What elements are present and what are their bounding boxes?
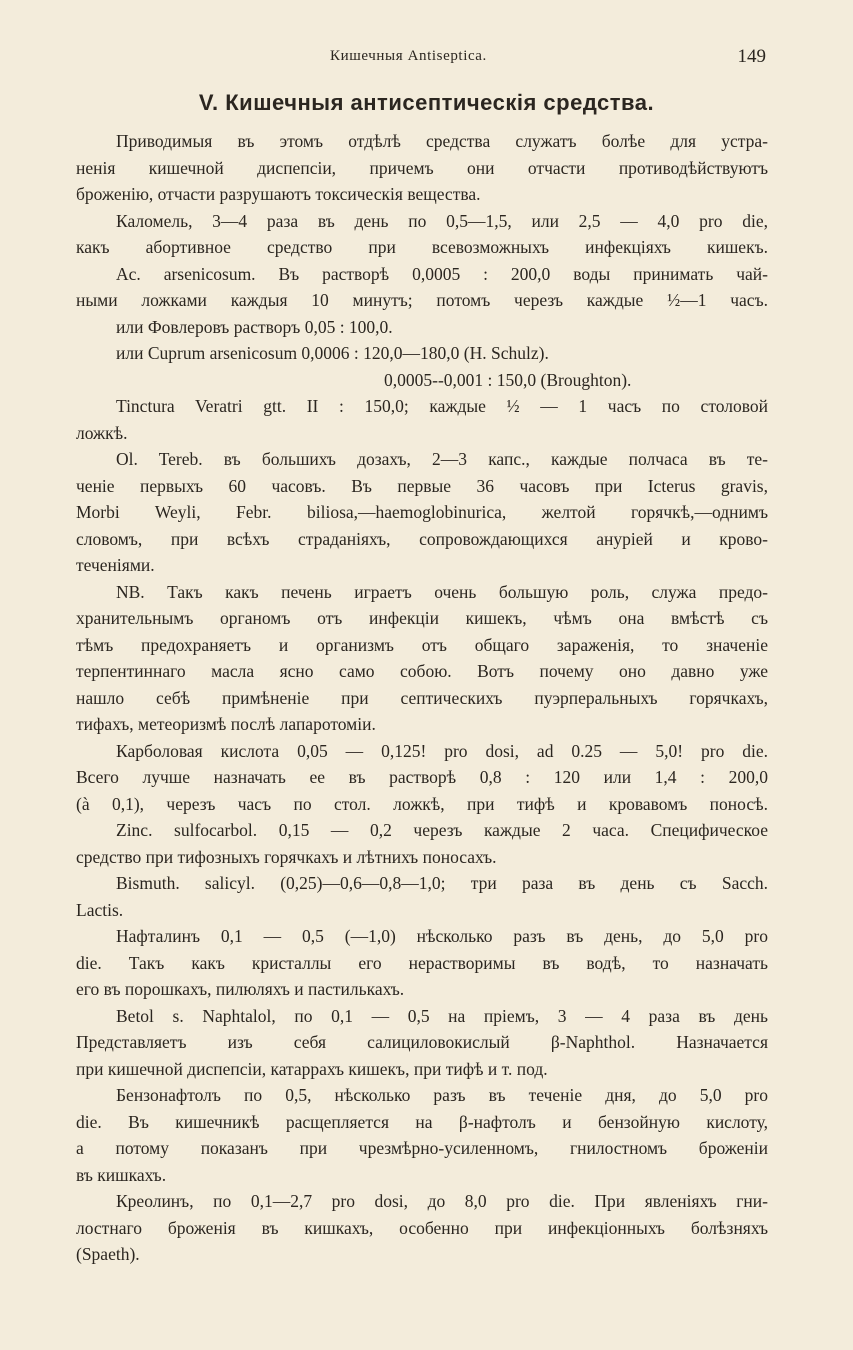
text-line: Каломель, 3—4 раза въ день по 0,5—1,5, или 2,5 — 4,0 pro die, bbox=[116, 210, 768, 231]
text-line: ненія кишечной диспепсіи, причемъ они отчасти противодѣйствуютъ bbox=[76, 157, 768, 178]
text-line: NB. Такъ какъ печень играетъ очень большую роль, служа предо- bbox=[116, 581, 768, 602]
text-line: словомъ, при всѣхъ страданіяхъ, сопровождающихся ануріей и крово- bbox=[76, 528, 768, 549]
text-line: ложкѣ. bbox=[76, 422, 128, 443]
text-line: броженію, отчасти разрушаютъ токсическія вещества. bbox=[76, 184, 481, 204]
text-line: тифахъ, метеоризмѣ послѣ лапаротоміи. bbox=[76, 714, 376, 734]
text-line: Betol s. Naphtalol, по 0,1 — 0,5 на пріемъ, 3 — 4 раза въ день bbox=[116, 1005, 768, 1026]
text-line: Ac. arsenicosum. Въ растворѣ 0,0005 : 200,0 воды принимать чай- bbox=[116, 263, 768, 284]
text-line: Карболовая кислота 0,05 — 0,125! pro dosi, ad 0.25 — 5,0! pro die. bbox=[116, 740, 768, 761]
text-line: при кишечной диспепсіи, катаррахъ кишекъ, при тифѣ и т. под. bbox=[76, 1058, 548, 1079]
text-line: ными ложками каждыя 10 минутъ; потомъ черезъ каждые ½—1 часъ. bbox=[76, 290, 768, 310]
text-line: какъ абортивное средство при всевозможныхъ инфекціяхъ кишекъ. bbox=[76, 237, 768, 257]
text-line: тѣмъ предохраняетъ и организмъ отъ общаго зараженія, то значеніе bbox=[76, 634, 768, 655]
text-line: Tinctura Veratri gtt. II : 150,0; каждые ½ — 1 часъ по столовой bbox=[116, 396, 768, 416]
text-line: Morbi Weyli, Febr. biliosa,—haemoglobinurica, желтой горячкѣ,—однимъ bbox=[76, 502, 768, 522]
page-header bbox=[330, 48, 770, 72]
text-line: или Cuprum arsenicosum 0,0006 : 120,0—180,0 (H. Schulz). bbox=[116, 343, 549, 363]
text-line: Креолинъ, по 0,1—2,7 pro dosi, до 8,0 pro die. При явленіяхъ гни- bbox=[116, 1191, 768, 1211]
page-number: 149 bbox=[737, 46, 766, 67]
text-line: а потому показанъ при чрезмѣрно-усиленномъ, гнилостномъ броженіи bbox=[76, 1138, 768, 1158]
text-line: средство при тифозныхъ горячкахъ и лѣтнихъ поносахъ. bbox=[76, 846, 497, 867]
text-line: теченіями. bbox=[76, 555, 155, 575]
text-line: Bismuth. salicyl. (0,25)—0,6—0,8—1,0; три раза въ день съ Sacch. bbox=[116, 873, 768, 893]
text-line: Ol. Tereb. въ большихъ дозахъ, 2—3 капс., каждые полчаса въ те- bbox=[116, 449, 768, 469]
text-line: Бензонафтолъ по 0,5, нѣсколько разъ въ теченіе дня, до 5,0 pro bbox=[116, 1085, 768, 1105]
text-line: или Фовлеровъ растворъ 0,05 : 100,0. bbox=[116, 316, 393, 337]
running-title: Кишечныя Antiseptica. bbox=[330, 48, 487, 64]
text-line: ченіе первыхъ 60 часовъ. Въ первые 36 часовъ при Icterus gravis, bbox=[76, 475, 768, 496]
text-line: (Spaeth). bbox=[76, 1244, 140, 1264]
text-line: Представляетъ изъ себя салициловокислый β-Naphthol. Назначается bbox=[76, 1032, 768, 1052]
text-line: терпентиннаго масла ясно само собою. Вотъ почему оно давно уже bbox=[76, 661, 768, 681]
text-line: (à 0,1), черезъ часъ по стол. ложкѣ, при тифѣ и кровавомъ поносѣ. bbox=[76, 793, 768, 814]
text-line: Zinc. sulfocarbol. 0,15 — 0,2 черезъ каждые 2 часа. Специфическое bbox=[116, 820, 768, 840]
text-line: въ кишкахъ. bbox=[76, 1164, 167, 1185]
text-line: нашло себѣ примѣненіе при септическихъ пуэрперальныхъ горячкахъ, bbox=[76, 687, 768, 708]
text-line: Всего лучше назначать ее въ растворѣ 0,8 : 120 или 1,4 : 200,0 bbox=[76, 767, 768, 787]
text-line: лостнаго броженія въ кишкахъ, особенно при инфекціонныхъ болѣзняхъ bbox=[76, 1217, 768, 1238]
text-line: die. Въ кишечникѣ расщепляется на β-нафтолъ и бензойную кислоту, bbox=[76, 1111, 768, 1132]
text-line: Lactis. bbox=[76, 899, 124, 920]
text-line: хранительнымъ органомъ отъ инфекціи кишекъ, чѣмъ она вмѣстѣ съ bbox=[76, 608, 768, 628]
text-line: die. Такъ какъ кристаллы его нерастворимы въ водѣ, то назначать bbox=[76, 952, 768, 973]
section-title: V. Кишечныя антисептическія средства. bbox=[198, 90, 655, 115]
text-line: Приводимыя въ этомъ отдѣлѣ средства служатъ болѣе для устра- bbox=[116, 131, 768, 151]
text-line: его въ порошкахъ, пилюляхъ и пастилькахъ. bbox=[76, 979, 405, 999]
text-line: 0,0005--0,001 : 150,0 (Broughton). bbox=[384, 369, 632, 390]
body-text bbox=[76, 128, 768, 1268]
text-line: Нафталинъ 0,1 — 0,5 (—1,0) нѣсколько разъ въ день, до 5,0 pro bbox=[116, 926, 768, 946]
